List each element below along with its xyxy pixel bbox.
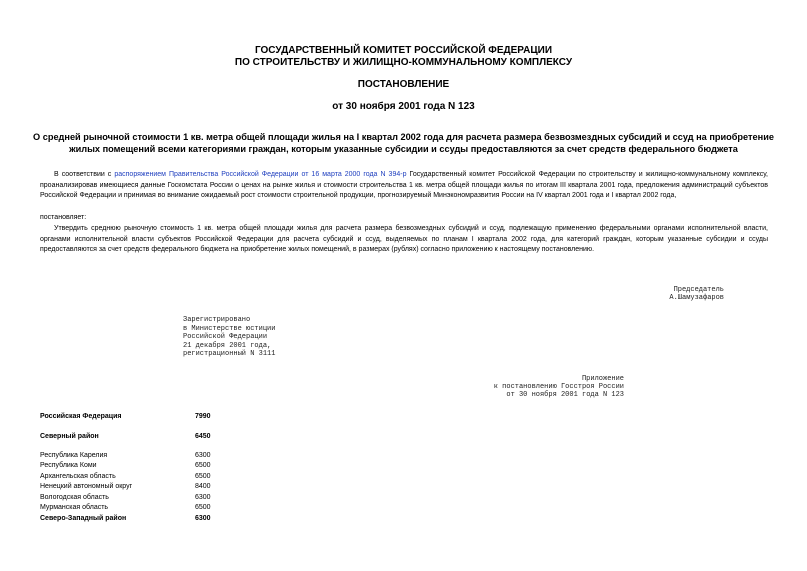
region-name: Вологодская область <box>40 494 109 501</box>
table-row <box>40 432 280 442</box>
region-cost: 6500 <box>195 473 211 480</box>
region-cost: 6300 <box>195 452 211 459</box>
resolves-label: постановляет: <box>40 214 87 221</box>
region-cost: 6450 <box>195 433 211 440</box>
region-cost: 6500 <box>195 462 211 469</box>
region-name: Российская Федерация <box>40 413 122 420</box>
appendix-line1: Приложение <box>581 375 624 383</box>
table-row <box>40 412 280 422</box>
document-title-line2: жилых помещений всеми категориями граждан, которым указанные субсидии и ссуды предоставляются за счет средств федерального бюджета <box>69 144 738 154</box>
committee-name-line2: ПО СТРОИТЕЛЬСТВУ И ЖИЛИЩНО-КОММУНАЛЬНОМУ КОМПЛЕКСУ <box>234 57 573 68</box>
region-cost: 6500 <box>195 504 211 511</box>
document-date-number: от 30 ноября 2001 года N 123 <box>332 101 475 112</box>
registration-line1: Зарегистрировано <box>183 316 251 324</box>
signature-name: А.Шамузафаров <box>669 294 724 302</box>
region-name: Архангельская область <box>40 473 116 480</box>
region-cost: 6300 <box>195 494 211 501</box>
region-cost: 6300 <box>195 515 211 522</box>
region-name: Северо-Западный район <box>40 515 127 522</box>
table-row <box>40 461 280 471</box>
document-type: ПОСТАНОВЛЕНИЕ <box>357 79 450 90</box>
region-cost: 8400 <box>195 483 211 490</box>
preamble-text: Государственный комитет Российской Федерации по строительству и жилищно-коммунальному комплексу, проанализировав имеющиеся данные Госкомстата России о ценах на рынке жилья и стоимости строительства 1 кв. метра общей площади жилья по итогам III квартала 2001 года, предложения администраций субъектов Российской Федерации и принимая во внимание ожидаемый рост стоимости строительной продукции, прогнозируемый Минэкономразвития России на IV квартал 2001 года и I квартал 2002 года, <box>40 171 768 199</box>
table-row <box>40 472 280 482</box>
registration-line2: в Министерстве юстиции <box>183 325 276 333</box>
region-name: Северный район <box>40 433 99 440</box>
decree-link[interactable]: распоряжением Правительства Российской Федерации от 16 марта 2000 года N 394-р <box>114 171 407 178</box>
resolution-paragraph: Утвердить среднюю рыночную стоимость 1 кв. метра общей площади жилья для расчета размера безвозмездных субсидий и ссуд, подлежащую применению федеральными органами исполнительной власти, органами исполнительной власти субъектов Российской Федерации для расчета субсидий и ссуд, выделяемых по планам I квартала 2002 года, для категорий граждан, которым указанные субсидии и ссуды предоставляются за счет средств федерального бюджета на приобретение жилых помещений, в размерах (рублях) согласно приложению к настоящему постановлению. <box>40 225 768 253</box>
table-row <box>40 503 280 513</box>
committee-name-line1: ГОСУДАРСТВЕННЫЙ КОМИТЕТ РОССИЙСКОЙ ФЕДЕРАЦИИ <box>254 45 553 56</box>
preamble-paragraph <box>40 170 768 202</box>
registration-line4: 21 декабря 2001 года, <box>183 342 272 350</box>
appendix-line2: к постановлению Госстроя России <box>493 383 624 391</box>
table-row <box>40 493 280 503</box>
region-name: Мурманская область <box>40 504 109 511</box>
region-cost: 7990 <box>195 413 211 420</box>
region-name: Ненецкий автономный округ <box>40 483 133 490</box>
table-row <box>40 514 280 524</box>
appendix-line3: от 30 ноября 2001 года N 123 <box>506 391 624 399</box>
region-name: Республика Карелия <box>40 452 108 459</box>
region-name: Республика Коми <box>40 462 97 469</box>
registration-line3: Российской Федерации <box>183 333 268 341</box>
table-row <box>40 451 280 461</box>
signature-position: Председатель <box>673 286 724 294</box>
document-title-line1: О средней рыночной стоимости 1 кв. метра общей площади жилья на I квартал 2002 года для расчета размера безвозмездных субсидий и ссуд на приобретение <box>33 132 774 142</box>
preamble-prefix: В соответствии с <box>54 171 115 178</box>
table-row <box>40 482 280 492</box>
registration-line5: регистрационный N 3111 <box>183 350 276 358</box>
